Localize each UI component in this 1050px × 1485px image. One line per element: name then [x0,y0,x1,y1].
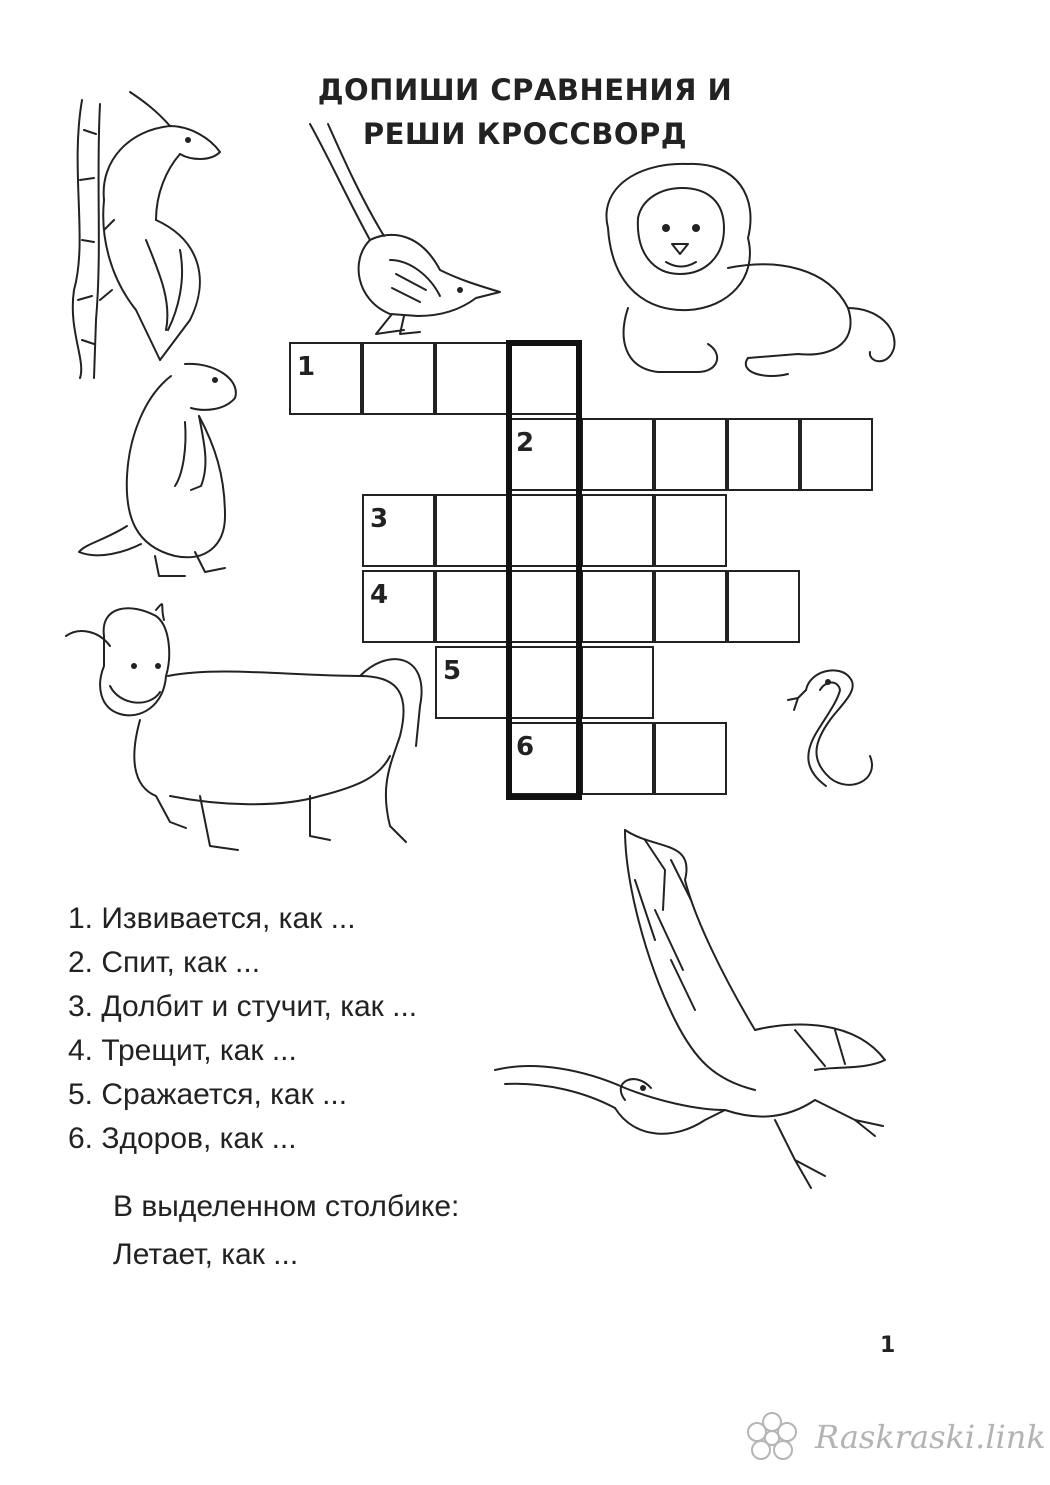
crossword-cell[interactable] [654,494,727,567]
crossword-cell[interactable] [508,646,581,719]
row-number: 6 [516,732,535,762]
crossword-cell[interactable] [508,722,581,795]
snake-icon [770,660,890,800]
clue-item: 1. Извивается, как ... [68,902,356,935]
woodpecker-icon [60,90,240,380]
crossword-cell[interactable] [800,418,873,491]
eagle-icon [495,820,945,1200]
crossword-cell[interactable] [435,494,508,567]
crossword-cell[interactable] [362,570,435,643]
watermark [737,1408,1046,1468]
crossword-cell[interactable] [362,342,435,415]
clue-item: 6. Здоров, как ... [68,1122,297,1155]
crossword-cell[interactable] [581,646,654,719]
crossword-cell[interactable] [508,494,581,567]
clue-item: 3. Долбит и стучит, как ... [68,990,418,1023]
clue-item: 4. Трещит, как ... [68,1034,297,1067]
title-line-1: ДОПИШИ СРАВНЕНИЯ И [317,73,733,107]
magpie-icon [300,120,510,340]
crossword-cell[interactable] [581,570,654,643]
clue-item: 2. Спит, как ... [68,946,261,979]
crossword-cell[interactable] [508,570,581,643]
marmot-icon [75,356,255,581]
page-number: 1 [880,1333,896,1358]
crossword-cell[interactable] [435,570,508,643]
crossword-cell[interactable] [581,418,654,491]
row-number: 4 [370,580,389,610]
crossword-cell[interactable] [508,418,581,491]
crossword-cell[interactable] [654,570,727,643]
crossword-cell[interactable] [581,722,654,795]
clue-list [68,897,417,1161]
title-line-2: РЕШИ КРОССВОРД [362,117,688,151]
highlight-clue-line-2: Летает, как ... [113,1238,299,1271]
crossword-cell[interactable] [435,646,508,719]
crossword-cell[interactable] [581,494,654,567]
highlighted-column-clue [113,1183,459,1279]
row-number: 3 [370,504,389,534]
row-number: 2 [516,428,535,458]
crossword-cell[interactable] [727,418,800,491]
highlight-clue-line-1: В выделенном столбике: [113,1190,460,1223]
clue-item: 5. Сражается, как ... [68,1078,348,1111]
row-number: 5 [443,656,462,686]
row-number: 1 [297,352,316,382]
crossword-cell[interactable] [362,494,435,567]
crossword-cell[interactable] [289,342,362,415]
crossword-cell[interactable] [435,342,508,415]
crossword-cell[interactable] [654,722,727,795]
lion-icon [588,158,908,398]
flower-icon [737,1408,807,1468]
crossword-cell[interactable] [508,342,581,415]
watermark-text: Raskraski.link [815,1418,1046,1456]
crossword-cell[interactable] [727,570,800,643]
crossword-cell[interactable] [654,418,727,491]
